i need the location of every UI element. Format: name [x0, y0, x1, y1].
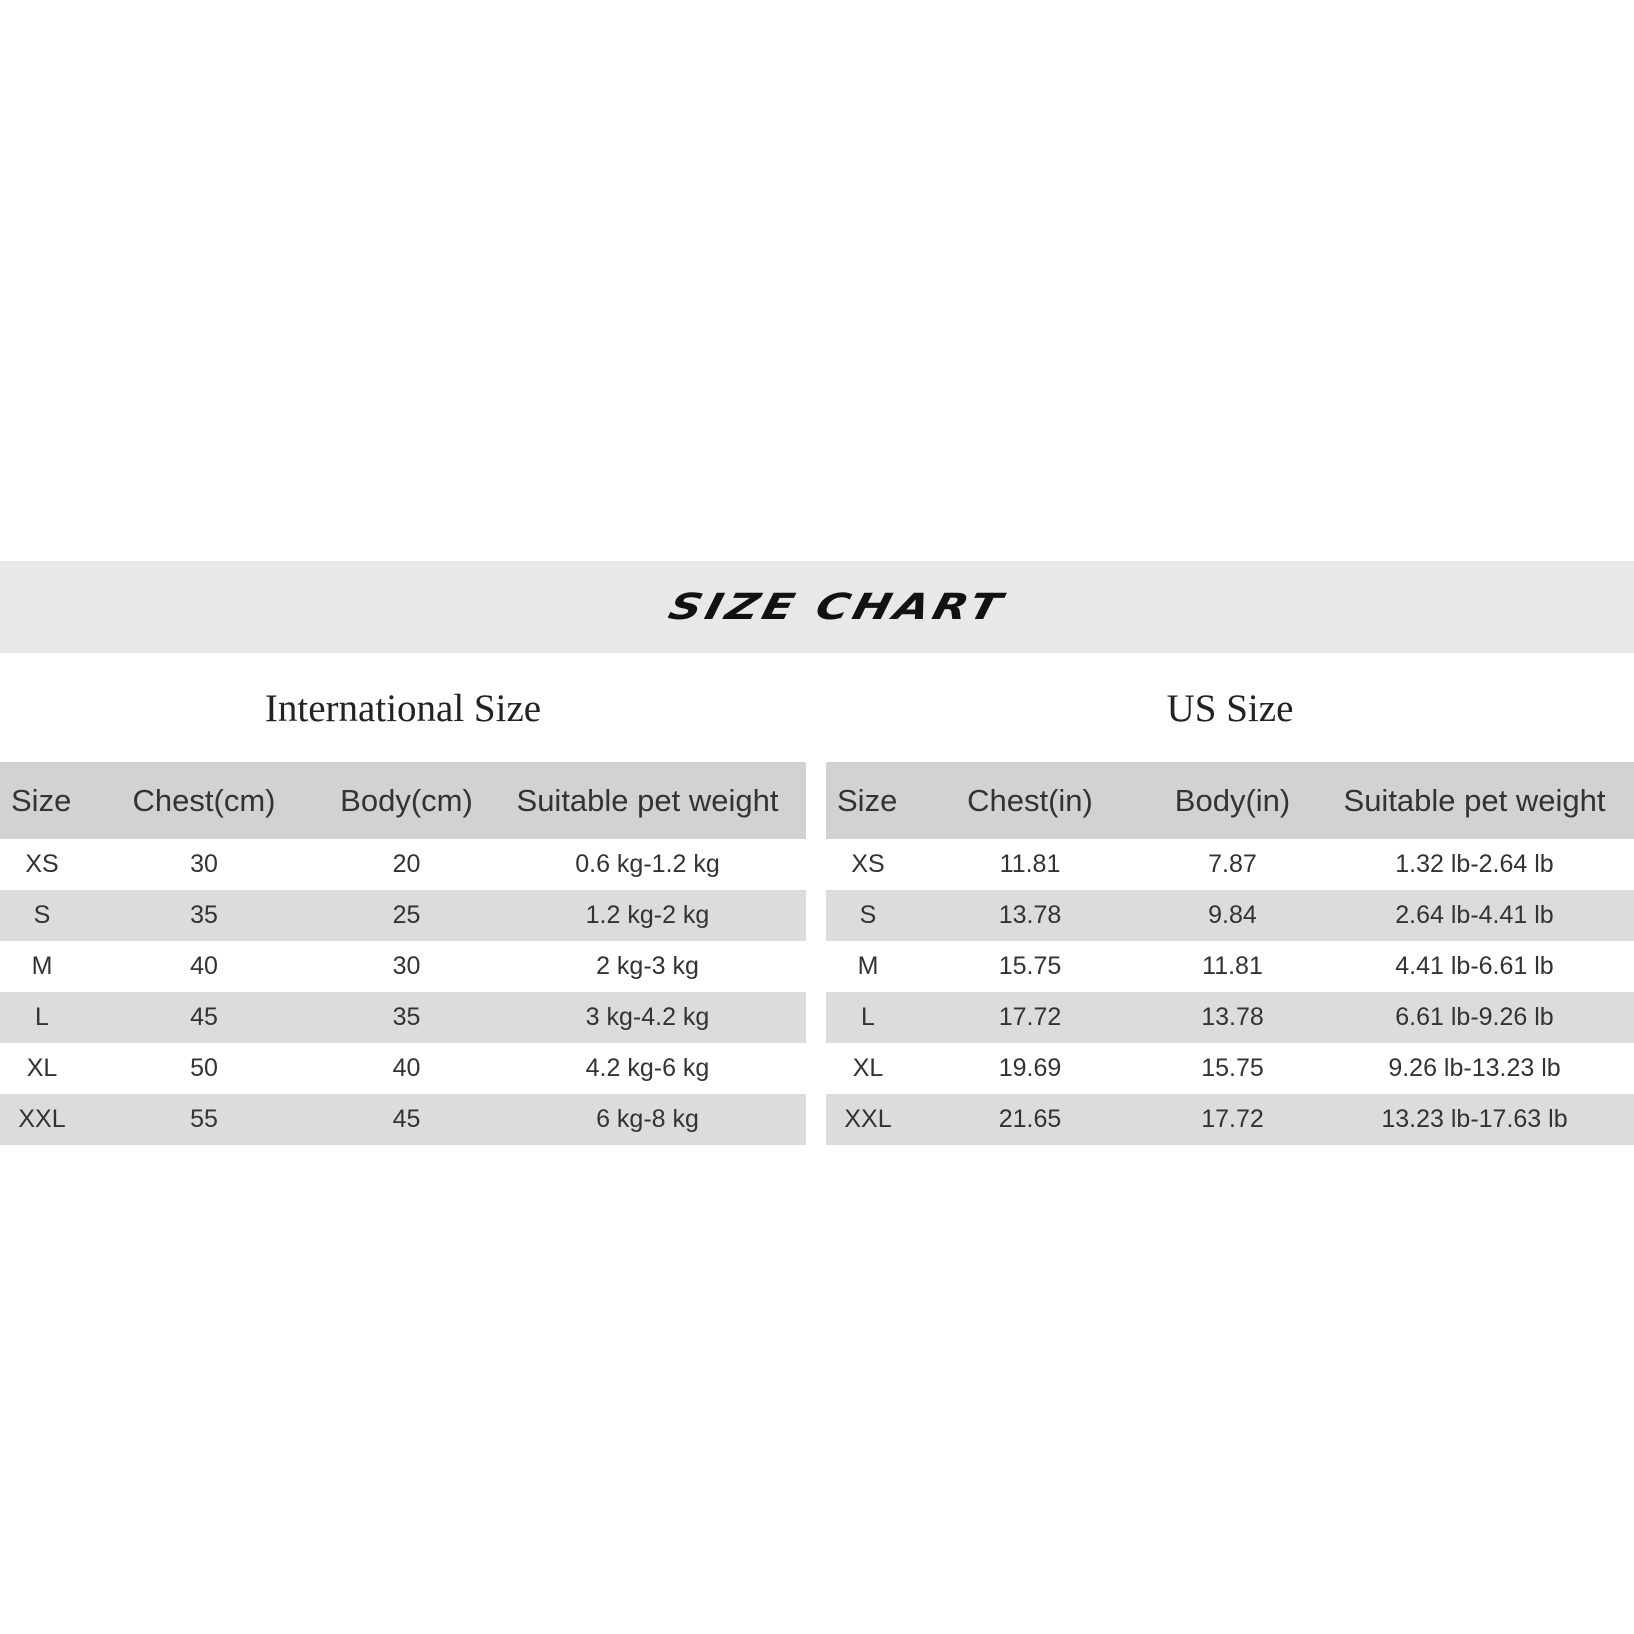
international-size-title: International Size — [264, 687, 542, 730]
cell-size: L — [861, 1003, 875, 1031]
table-row — [826, 839, 1634, 890]
cell-body: 35 — [392, 1003, 421, 1031]
cell-body: 30 — [392, 952, 421, 980]
header-body: Body(in) — [1174, 782, 1291, 818]
header-weight: Suitable pet weight — [516, 782, 779, 818]
cell-chest: 11.81 — [999, 850, 1061, 878]
cell-size: S — [859, 901, 877, 929]
cell-body: 20 — [392, 850, 421, 878]
cell-weight: 2 kg-3 kg — [596, 952, 699, 980]
cell-size: XS — [851, 850, 885, 878]
table-row — [826, 941, 1634, 992]
cell-size: S — [33, 901, 51, 929]
cell-size: XL — [26, 1054, 58, 1082]
cell-size: L — [35, 1003, 49, 1031]
cell-body: 13.78 — [1201, 1003, 1264, 1031]
table-row — [826, 1094, 1634, 1145]
size-chart-banner — [0, 561, 1634, 653]
cell-weight: 3 kg-4.2 kg — [585, 1003, 710, 1031]
cell-body: 15.75 — [1201, 1054, 1264, 1082]
header-body: Body(cm) — [340, 782, 473, 818]
cell-body: 40 — [392, 1054, 421, 1082]
cell-body: 9.84 — [1208, 901, 1257, 929]
cell-size: M — [857, 952, 879, 980]
cell-weight: 9.26 lb-13.23 lb — [1388, 1054, 1561, 1082]
header-size: Size — [11, 782, 72, 818]
table-row — [0, 1043, 806, 1094]
cell-body: 25 — [392, 901, 421, 929]
cell-weight: 6.61 lb-9.26 lb — [1395, 1003, 1554, 1031]
table-row — [0, 1094, 806, 1145]
cell-weight: 2.64 lb-4.41 lb — [1395, 901, 1554, 929]
cell-weight: 0.6 kg-1.2 kg — [575, 850, 720, 878]
cell-chest: 13.78 — [998, 901, 1062, 929]
table-row — [0, 839, 806, 890]
header-chest: Chest(cm) — [132, 782, 276, 818]
table-row — [0, 890, 806, 941]
international-size-table — [0, 762, 806, 1145]
cell-chest: 21.65 — [998, 1105, 1062, 1133]
cell-chest: 19.69 — [998, 1054, 1062, 1082]
cell-chest: 45 — [190, 1003, 218, 1031]
us-size-title: US Size — [1166, 687, 1294, 730]
cell-chest: 35 — [190, 901, 218, 929]
cell-weight: 6 kg-8 kg — [596, 1105, 699, 1133]
cell-body: 17.72 — [1201, 1105, 1264, 1133]
cell-size: XL — [852, 1054, 884, 1082]
cell-weight: 4.2 kg-6 kg — [585, 1054, 710, 1082]
cell-size: XXL — [18, 1105, 66, 1133]
table-row — [826, 992, 1634, 1043]
cell-weight: 13.23 lb-17.63 lb — [1381, 1105, 1568, 1133]
cell-body: 45 — [392, 1105, 421, 1133]
table-row — [826, 1043, 1634, 1094]
cell-body: 11.81 — [1202, 952, 1263, 980]
cell-chest: 15.75 — [998, 952, 1062, 980]
header-size: Size — [837, 782, 898, 818]
us-size-table — [826, 762, 1634, 1145]
table-header — [826, 762, 1634, 839]
banner-title: SIZE CHART — [664, 586, 1010, 628]
header-chest: Chest(in) — [967, 782, 1093, 818]
cell-chest: 55 — [190, 1105, 218, 1133]
table-row — [0, 992, 806, 1043]
table-row — [0, 941, 806, 992]
cell-chest: 17.72 — [998, 1003, 1062, 1031]
cell-body: 7.87 — [1208, 850, 1257, 878]
cell-chest: 30 — [190, 850, 218, 878]
cell-size: XXL — [844, 1105, 892, 1133]
cell-chest: 40 — [190, 952, 218, 980]
table-row — [826, 890, 1634, 941]
cell-weight: 1.2 kg-2 kg — [585, 901, 710, 929]
cell-weight: 4.41 lb-6.61 lb — [1395, 952, 1554, 980]
cell-weight: 1.32 lb-2.64 lb — [1395, 850, 1554, 878]
cell-size: XS — [25, 850, 59, 878]
cell-chest: 50 — [190, 1054, 218, 1082]
cell-size: M — [31, 952, 53, 980]
header-weight: Suitable pet weight — [1343, 782, 1606, 818]
table-header — [0, 762, 806, 839]
